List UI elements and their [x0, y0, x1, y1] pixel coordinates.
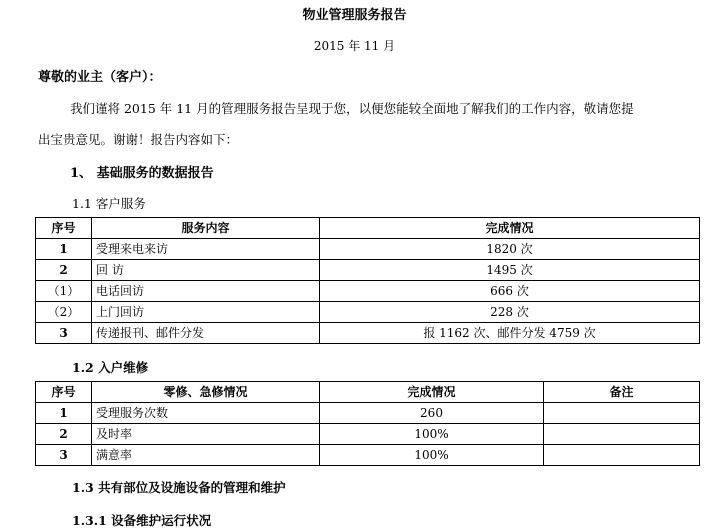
row-content: 回 访: [92, 260, 320, 281]
row-no: （2）: [36, 302, 92, 323]
row-result: 1820 次: [320, 239, 700, 260]
customer-service-table: [35, 217, 700, 344]
intro-paragraph-line1: 我们谨将 2015 年 11 月的管理服务报告呈现于您，以便您能较全面地了解我们的工作内容，敬请您提: [70, 101, 634, 116]
row-content: 受理服务次数: [92, 403, 320, 424]
row-no: 1: [36, 239, 92, 260]
subsection-heading-1-1: 1.1 客户服务: [72, 196, 146, 211]
subsection-heading-1-3-1: 1.3.1 设备维护运行状况: [72, 513, 212, 528]
row-note: [544, 403, 700, 424]
row-result: 228 次: [320, 302, 700, 323]
header-result: 完成情况: [320, 382, 544, 403]
intro-paragraph-line2: 出宝贵意见。谢谢！报告内容如下：: [38, 132, 239, 147]
row-content: 传递报刊、邮件分发: [92, 323, 320, 344]
table-row: [36, 239, 700, 260]
header-result: 完成情况: [320, 218, 700, 239]
row-no: （1）: [36, 281, 92, 302]
table-row: [36, 302, 700, 323]
table-row: [36, 445, 700, 466]
row-content: 电话回访: [92, 281, 320, 302]
table-header-row: [36, 218, 700, 239]
subsection-heading-1-2: 1.2 入户维修: [72, 360, 149, 375]
header-note: 备注: [544, 382, 700, 403]
table-row: [36, 403, 700, 424]
row-content: 及时率: [92, 424, 320, 445]
row-no: 2: [36, 424, 92, 445]
table-header-row: [36, 382, 700, 403]
header-no: 序号: [36, 218, 92, 239]
repair-table: [35, 381, 700, 466]
row-result: 1495 次: [320, 260, 700, 281]
row-content: 受理来电来访: [92, 239, 320, 260]
row-content: 满意率: [92, 445, 320, 466]
header-no: 序号: [36, 382, 92, 403]
row-no: 2: [36, 260, 92, 281]
report-title: 物业管理服务报告: [302, 8, 407, 23]
subsection-heading-1-3: 1.3 共有部位及设施设备的管理和维护: [72, 480, 286, 495]
row-result: 260: [320, 403, 544, 424]
row-result: 100%: [320, 424, 544, 445]
row-content: 上门回访: [92, 302, 320, 323]
row-no: 1: [36, 403, 92, 424]
table-row: [36, 323, 700, 344]
row-result: 666 次: [320, 281, 700, 302]
report-date: 2015 年 11 月: [313, 39, 396, 53]
row-no: 3: [36, 323, 92, 344]
table-row: [36, 424, 700, 445]
row-note: [544, 424, 700, 445]
row-note: [544, 445, 700, 466]
header-content: 服务内容: [92, 218, 320, 239]
table-row: [36, 260, 700, 281]
row-result: 100%: [320, 445, 544, 466]
section-heading-1: 1、 基础服务的数据报告: [70, 166, 214, 181]
header-content: 零修、急修情况: [92, 382, 320, 403]
row-no: 3: [36, 445, 92, 466]
row-result: 报 1162 次、邮件分发 4759 次: [320, 323, 700, 344]
table-row: [36, 281, 700, 302]
salutation: 尊敬的业主（客户）：: [38, 70, 162, 85]
